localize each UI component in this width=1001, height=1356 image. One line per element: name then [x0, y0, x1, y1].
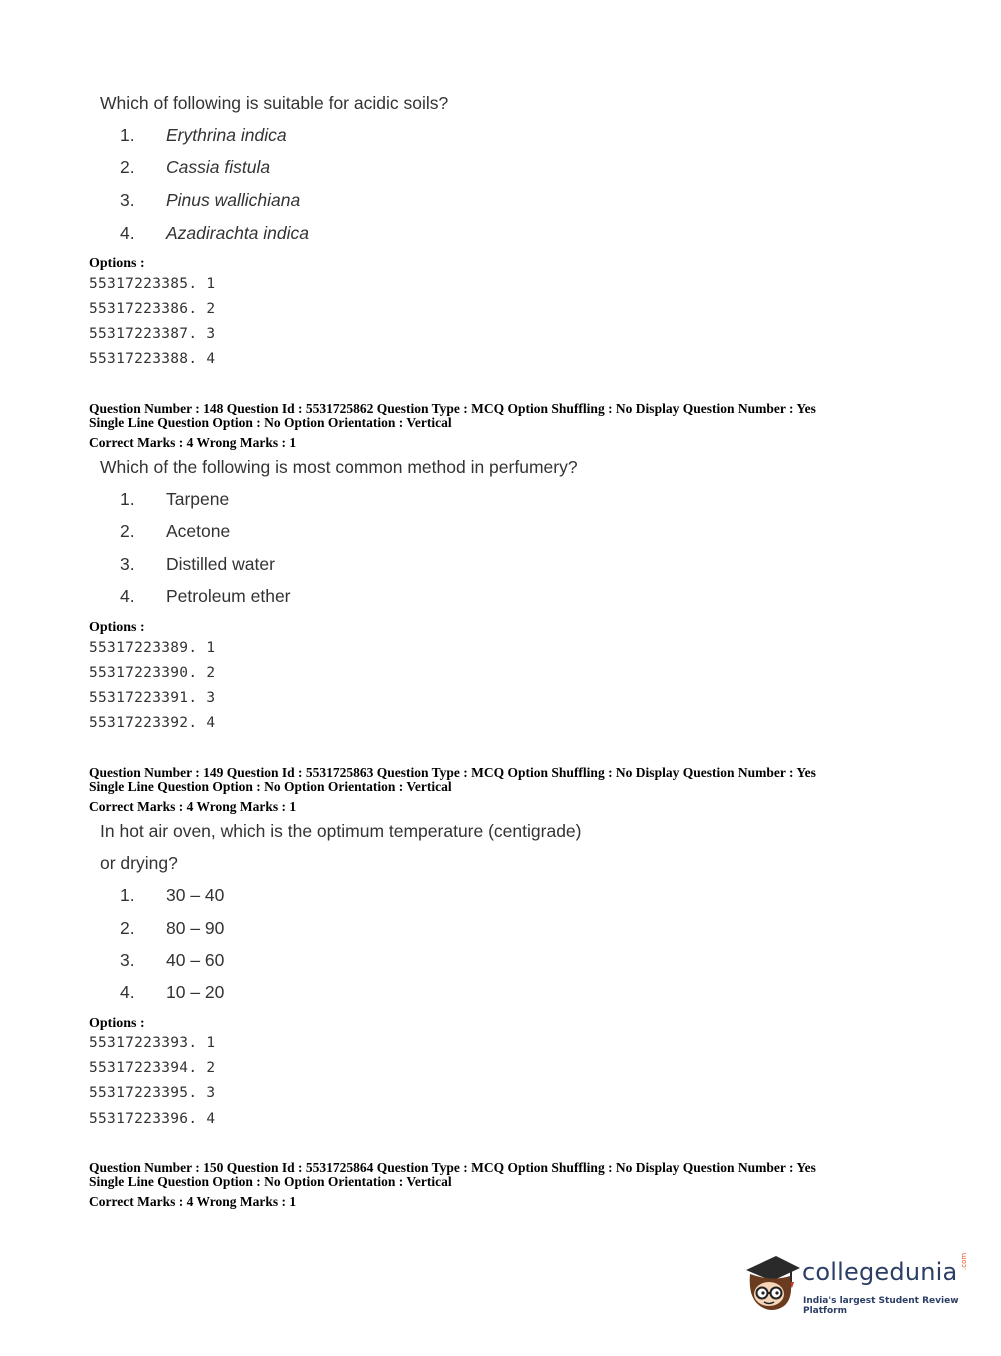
option-id: 55317223394. 2: [89, 1060, 216, 1076]
option-id: 55317223385. 1: [89, 276, 216, 292]
brand-suffix: .com: [960, 1252, 968, 1270]
question-meta-line: Question Number : 150 Question Id : 5531725864 Question Type : MCQ Option Shuffling : No Display Question Number : Yes: [89, 1160, 816, 1175]
option-id: 55317223393. 1: [89, 1035, 216, 1051]
option-id: 55317223392. 4: [89, 715, 216, 731]
option-id: 55317223389. 1: [89, 640, 216, 656]
option-id: 55317223388. 4: [89, 351, 216, 367]
question-marks: Correct Marks : 4 Wrong Marks : 1: [89, 1194, 297, 1209]
question-meta-line: Single Line Question Option : No Option Orientation : Vertical: [89, 779, 452, 794]
mascot-icon: [742, 1248, 802, 1318]
question-marks: Correct Marks : 4 Wrong Marks : 1: [89, 799, 297, 814]
options-label: Options :: [89, 256, 145, 271]
option-id: 55317223386. 2: [89, 301, 216, 317]
option-id: 55317223387. 3: [89, 326, 216, 342]
question-text: Which of following is suitable for acidic soils?: [100, 93, 449, 113]
collegedunia-logo: [742, 1248, 972, 1318]
brand-tagline: India's largest Student Review Platform: [803, 1296, 959, 1316]
question-text: In hot air oven, which is the optimum temperature (centigrade): [100, 821, 582, 841]
question-marks: Correct Marks : 4 Wrong Marks : 1: [89, 435, 297, 450]
option-id: 55317223391. 3: [89, 690, 216, 706]
question-meta-line: Question Number : 148 Question Id : 5531725862 Question Type : MCQ Option Shuffling : No Display Question Number : Yes: [89, 401, 816, 416]
options-label: Options :: [89, 620, 145, 635]
option-id: 55317223396. 4: [89, 1111, 216, 1127]
document-page: Which of following is suitable for acidic soils? 1. Erythrina indica 2. Cassia fistula 3. Pinus wallichiana 4. Azadirachta indica Options : 55317223385. 1 55317223386. 2 55317223387. 3 55317223388. 4 Question Number : 148 Question Id : 5531725862 Question Type : MCQ Option Shuffling : No Display Question Number : Yes Single Line Question Option : No Option Orientation : Vertical Correct Marks : 4 Wrong Marks : 1 Which of the following is most common method in perfumery? 1. Tarpene 2. Acetone 3. Distilled water 4. Petroleum ether Options : 55317223389. 1 55317223390. 2 55317223391. 3 55317223392. 4 Question Number : 149 Question Id : 5531725863 Question Type : MCQ Option Shuffling : No Display Question Number : Yes Single Line Question Option : No Option Orientation : Vertical Correct Marks : 4 Wrong Marks : 1 In hot air oven, which is the optimum temperature (centigrade) or drying? 1. 30 – 40 2. 80 – 90 3. 40 – 60 4. 10 – 20 Options : 55317223393. 1 55317223394. 2 55317223395. 3 55317223396. 4 Question Number : 150 Question Id : 5531725864 Question Type : MCQ Option Shuffling : No Display Question Number : Yes Single Line Question Option : No Option Orientation : Vertical Correct Marks : 4 Wrong Marks : 1 collegedunia .com India's largest Student Review Platform: [0, 0, 1001, 1356]
question-text: or drying?: [100, 853, 178, 873]
brand-name: collegedunia: [802, 1258, 958, 1286]
question-meta-line: Question Number : 149 Question Id : 5531725863 Question Type : MCQ Option Shuffling : No Display Question Number : Yes: [89, 765, 816, 780]
option-id: 55317223390. 2: [89, 665, 216, 681]
question-meta-line: Single Line Question Option : No Option Orientation : Vertical: [89, 1174, 452, 1189]
question-meta-line: Single Line Question Option : No Option Orientation : Vertical: [89, 415, 452, 430]
option-id: 55317223395. 3: [89, 1085, 216, 1101]
options-label: Options :: [89, 1016, 145, 1031]
question-text: Which of the following is most common method in perfumery?: [100, 457, 578, 477]
